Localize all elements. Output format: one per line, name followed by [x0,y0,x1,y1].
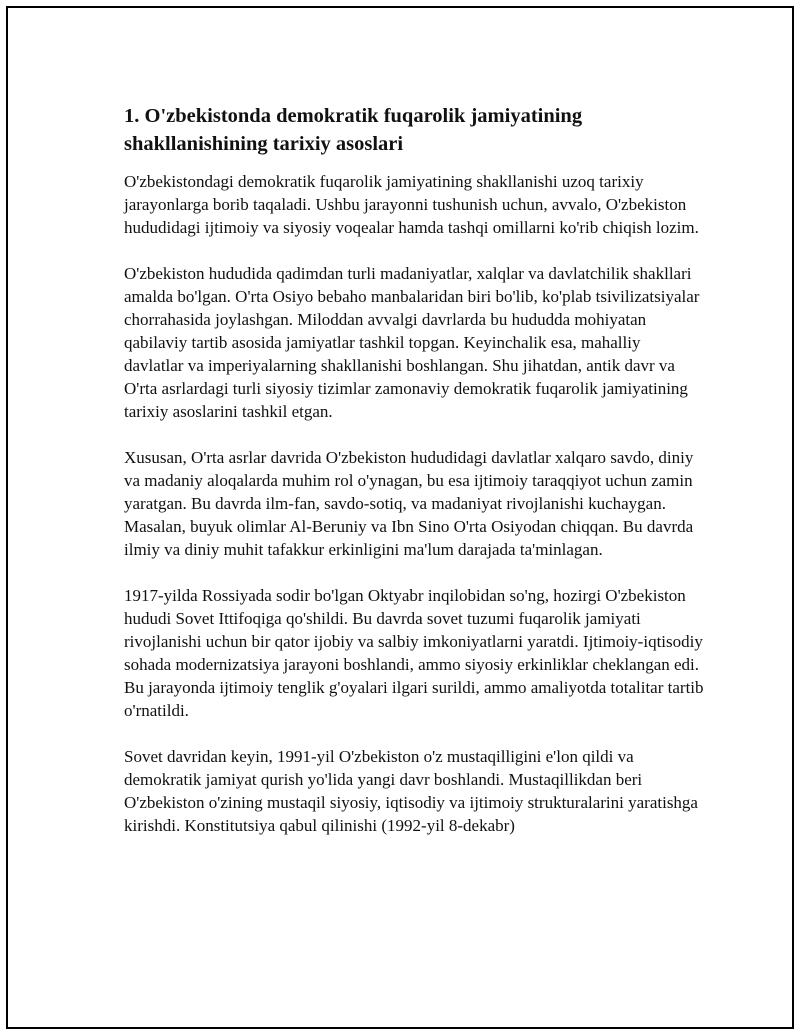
paragraph-3: Xususan, O'rta asrlar davrida O'zbekiston hududidagi davlatlar xalqaro savdo, diniy va madaniy aloqalarda muhim rol o'ynagan, bu esa ijtimoiy taraqqiyot uchun zamin yaratgan. Bu davrda ilm-fan, savdo-sotiq, va madaniyat rivojlanishi kuchaygan. Masalan, buyuk olimlar Al-Beruniy va Ibn Sino O'rta Osiyodan chiqqan. Bu davrda ilmiy va diniy muhit tafakkur erkinligini ma'lum darajada ta'minlagan. [124,448,694,559]
document-page [6,6,794,1029]
paragraph-5: Sovet davridan keyin, 1991-yil O'zbekiston o'z mustaqilligini e'lon qildi va demokratik jamiyat qurish yo'lida yangi davr boshlandi. Mustaqillikdan beri O'zbekiston o'zining mustaqil siyosiy, iqtisodiy va ijtimoiy strukturalarini yaratishga kirishdi. Konstitutsiya qabul qilinishi (1992-yil 8-dekabr) [124,747,698,835]
document-body [124,102,704,860]
document-title: 1. O'zbekistonda demokratik fuqarolik jamiyatining shakllanishining tarixiy asoslari [124,105,583,155]
paragraph-2: O'zbekiston hududida qadimdan turli madaniyatlar, xalqlar va davlatchilik shakllari amalda bo'lgan. O'rta Osiyo bebaho manbalaridan biri bo'lib, ko'plab tsivilizatsiyalar chorrahasida joylashgan. Miloddan avvalgi davrlarda bu hududda mohiyatan qabilaviy tartib asosida jamiyatlar tashkil topgan. Keyinchalik esa, mahalliy davlatlar va imperiyalarning shakllanishi boshlangan. Shu jihatdan, antik davr va O'rta asrlardagi turli siyosiy tizimlar zamonaviy demokratik fuqarolik jamiyatining tarixiy asoslarini tashkil etgan. [124,264,700,421]
paragraph-4: 1917-yilda Rossiyada sodir bo'lgan Oktyabr inqilobidan so'ng, hozirgi O'zbekiston hududi Sovet Ittifoqiga qo'shildi. Bu davrda sovet tuzumi fuqarolik jamiyati rivojlanishi uchun bir qator ijobiy va salbiy imkoniyatlarni yaratdi. Ijtimoiy-iqtisodiy sohada modernizatsiya jarayoni boshlandi, ammo siyosiy erkinliklar cheklangan edi. Bu jarayonda ijtimoiy tenglik g'oyalari ilgari surildi, ammo amaliyotda totalitar tartib o'rnatildi. [124,586,704,720]
paragraph-1: O'zbekistondagi demokratik fuqarolik jamiyatining shakllanishi uzoq tarixiy jarayonlarga borib taqaladi. Ushbu jarayonni tushunish uchun, avvalo, O'zbekiston hududidagi ijtimoiy va siyosiy voqealar hamda tashqi omillarni ko'rib chiqish lozim. [124,172,699,237]
